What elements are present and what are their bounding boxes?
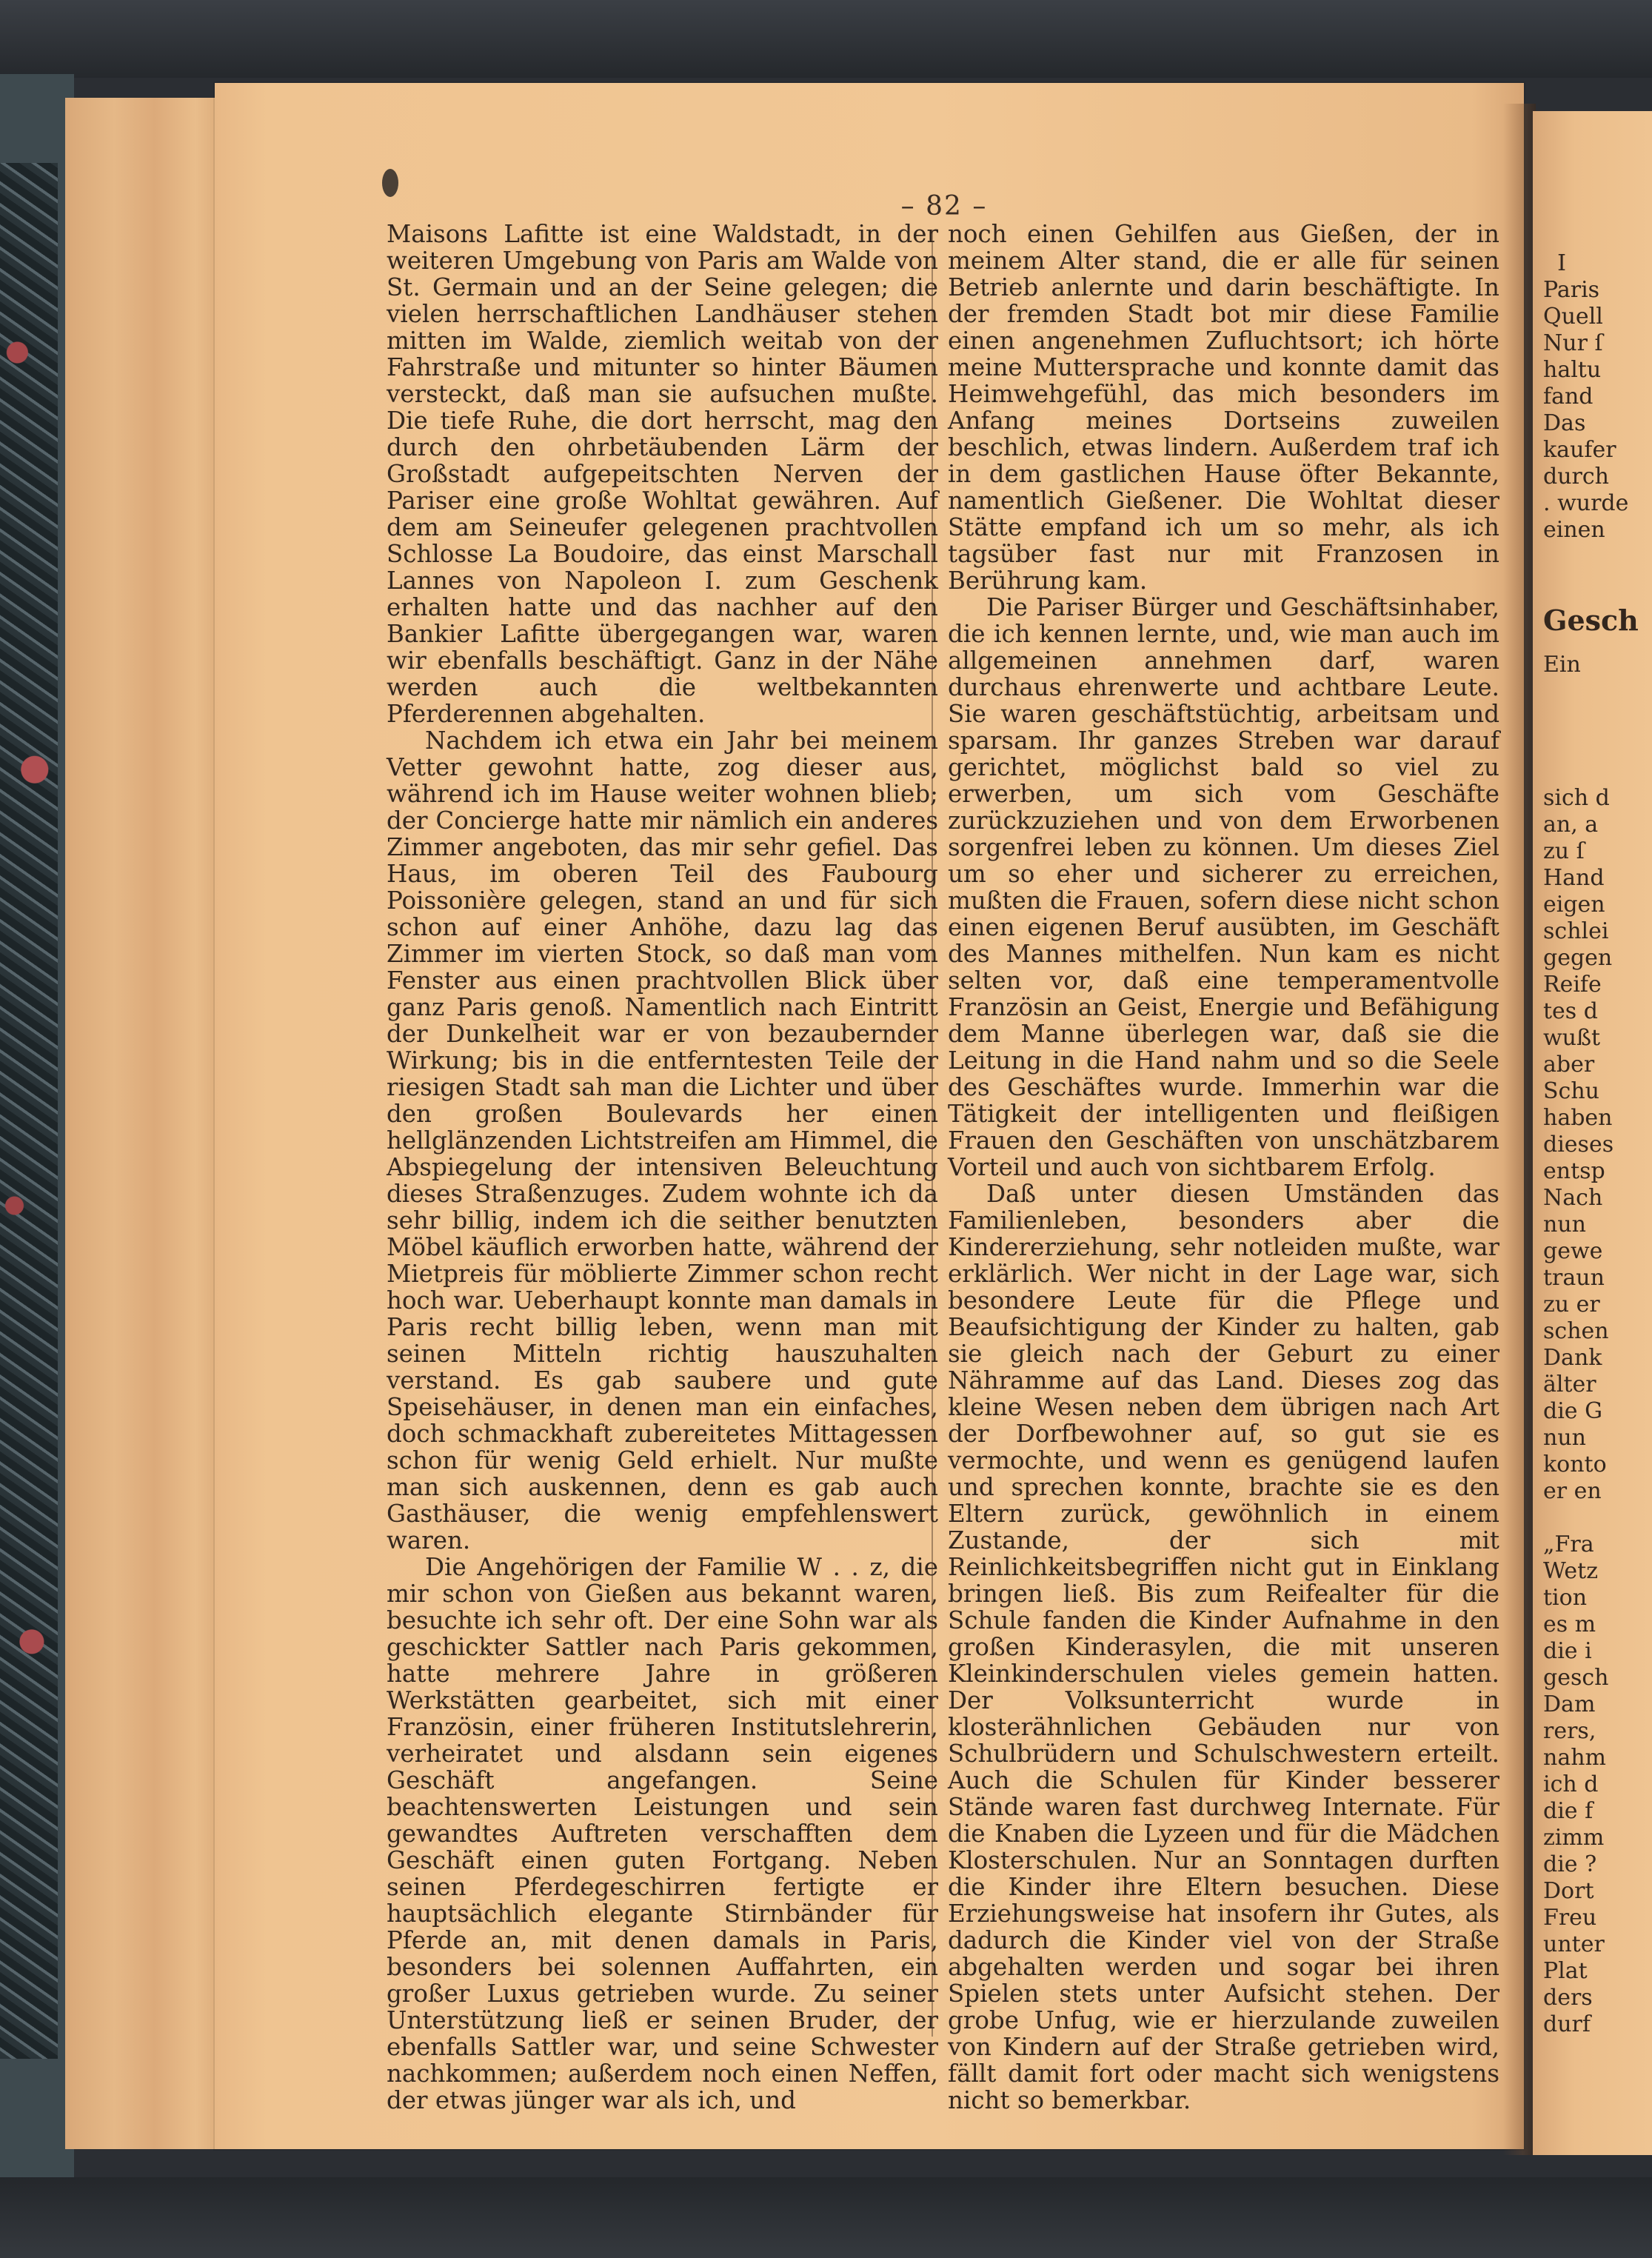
paragraph: Maisons Lafitte ist eine Waldstadt, in der weiteren Umgebung von Paris am Walde von St. Germain und an der Seine gelegen; die vielen herrschaftlichen Landhäuser stehen mitten im Walde, ziemlich weitab von der Fahrstraße und mitunter so hinter Bäumen versteckt, daß man sie aufsuchen mußte. Die tiefe Ruhe, die dort herrscht, mag den durch den ohrbetäubenden Lärm der Großstadt aufgepeitschten Nerven der Pariser eine große Wohltat gewähren. Auf dem am Seineufer gelegenen prachtvollen Schlosse La Boudoire, das einst Marschall Lannes von Napoleon I. zum Geschenk erhalten hatte und das nachher auf den Bankier Lafitte übergegangen war, waren wir ebenfalls beschäftigt. Ganz in der Nähe werden auch die weltbekannten Pferderennen abgehalten. — [387, 220, 938, 728]
paragraph: noch einen Gehilfen aus Gießen, der in meinem Alter stand, die er alle für seinen Betrieb anlernte und darin beschäftigte. In der fremden Stadt bot mir diese Familie einen angenehmen Zufluchtsort; ich hörte meine Muttersprache und konnte damit das Heimwehgefühl, das mich besonders im Anfang meines Dortseins zuweilen beschlich, etwas lindern. Außerdem traf ich in dem gastlichen Hause öfter Bekannte, namentlich Gießener. Die Wohltat dieser Stätte empfand ich um so mehr, als ich tagsüber fast nur mit Franzosen in Berührung kam. — [948, 220, 1499, 595]
scanner-bed-top — [0, 0, 1652, 78]
next-page-text-fragment: tes d — [1543, 998, 1598, 1024]
next-page-edge — [1533, 111, 1652, 2155]
next-page-text-fragment: . wurde — [1543, 490, 1629, 516]
next-page-text-fragment: die G — [1543, 1398, 1603, 1424]
next-page-text-fragment: unter — [1543, 1931, 1605, 1957]
next-page-text-fragment: Nur ſ — [1543, 330, 1603, 356]
page-hole — [382, 169, 398, 197]
next-page-text-fragment: gesch — [1543, 1665, 1609, 1691]
next-page-text-fragment: zu ſ — [1543, 838, 1585, 864]
next-page-text-fragment: Reife — [1543, 972, 1602, 998]
next-page-text-fragment: Freu — [1543, 1905, 1597, 1931]
page-number: – 82 – — [900, 191, 988, 221]
next-page-text-fragment: einen — [1543, 517, 1605, 543]
next-page-text-fragment: gewe — [1543, 1238, 1603, 1264]
next-page-text-fragment: fand — [1543, 384, 1594, 410]
text-column-right — [948, 220, 1499, 2114]
next-page-text-fragment: schen — [1543, 1318, 1609, 1344]
next-page-text-fragment: nun — [1543, 1212, 1586, 1237]
next-page-text-fragment: schlei — [1543, 918, 1609, 944]
next-page-text-fragment: konto — [1543, 1452, 1607, 1477]
next-page-text-fragment: an, a — [1543, 812, 1599, 838]
next-page-text-fragment: sich d — [1543, 785, 1610, 811]
next-page-text-fragment: ich d — [1543, 1771, 1599, 1797]
next-page-text-fragment: Paris — [1543, 277, 1600, 303]
text-column-left — [387, 220, 938, 2114]
paragraph: Die Angehörigen der Familie W . . z, die mir schon von Gießen aus bekannt waren, besuchte ich sehr oft. Der eine Sohn war als geschickter Sattler nach Paris gekommen, hatte mehrere Jahre in größeren Werkstätten gearbeitet, sich mit einer Französin, einer früheren Institutslehrerin, verheiratet und alsdann sein eigenes Geschäft angefangen. Seine beachtenswerten Leistungen und sein gewandtes Auftreten verschafften dem Geschäft einen guten Fortgang. Neben seinen Pferdegeschirren fertigte er hauptsächlich elegante Stirnbänder für Pferde an, mit denen damals in Paris, besonders bei solennen Auffahrten, ein großer Luxus getrieben wurde. Zu seiner Unterstützung ließ er seinen Bruder, der ebenfalls Sattler war, und seine Schwester nachkommen; außerdem noch einen Neffen, der etwas jünger war als ich, und — [387, 1553, 938, 2114]
next-page-text-fragment: kaufer — [1543, 437, 1616, 463]
next-page-text-fragment: Nach — [1543, 1185, 1603, 1211]
next-page-text-fragment: die i — [1543, 1638, 1592, 1664]
next-page-text-fragment: traun — [1543, 1265, 1605, 1291]
paragraph: Nachdem ich etwa ein Jahr bei meinem Vetter gewohnt hatte, zog dieser aus, während ich im Hause weiter wohnen blieb; der Concierge hatte mir nämlich ein anderes Zimmer angeboten, das mir sehr gefiel. Das Haus, im oberen Teil des Faubourg Poissonière gelegen, stand an und für sich schon auf einer Anhöhe, dazu lag das Zimmer im vierten Stock, so daß man vom Fenster aus einen prachtvollen Blick über ganz Paris genoß. Namentlich nach Eintritt der Dunkelheit war er von bezaubernder Wirkung; bis in die entferntesten Teile der riesigen Stadt sah man die Lichter und über den großen Boulevards her einen hellglänzenden Lichtstreifen am Himmel, die Abspiegelung der intensiven Beleuchtung dieses Straßenzuges. Zudem wohnte ich da sehr billig, indem ich die seither benutzten Möbel käuflich erworben hatte, während der Mietpreis für möblierte Zimmer schon recht hoch war. Ueberhaupt konnte man damals in Paris recht billig leben, wenn man mit seinen Mitteln richtig hauszuhalten verstand. Es gab saubere und gute Speisehäuser, in denen man ein einfaches, doch schmackhaft zubereitetes Mittagessen schon für wenig Geld erhielt. Nur mußte man sich auskennen, denn es gab auch Gasthäuser, die wenig empfehlenswert waren. — [387, 726, 938, 1554]
paragraph: Die Pariser Bürger und Geschäftsinhaber, die ich kennen lernte, und, wie man auch im allgemeinen annehmen darf, waren durchaus ehrenwerte und achtbare Leute. Sie waren geschäftstüchtig, arbeitsam und sparsam. Ihr ganzes Streben war darauf gerichtet, möglichst bald so viel zu erwerben, um sich vom Geschäfte zurückzuziehen und von dem Erworbenen sorgenfrei leben zu können. Um dieses Ziel um so eher und sicherer zu erreichen, mußten die Frauen, sofern diese nicht schon einen eigenen Beruf ausübten, im Geschäft des Mannes mithelfen. Nun kam es nicht selten vor, daß eine temperamentvolle Französin an Geist, Energie und Befähigung dem Manne überlegen war, daß sie die Leitung in die Hand nahm und so die Seele des Geschäftes wurde. Immerhin war die Tätigkeit der intelligenten und fleißigen Frauen den Geschäften von unschätzbarem Vorteil und auch von sichtbarem Erfolg. — [948, 593, 1499, 1181]
next-page-text-fragment: durch — [1543, 464, 1609, 490]
next-page-text-fragment: haben — [1543, 1105, 1613, 1131]
next-page-text-fragment: „Fra — [1543, 1532, 1594, 1557]
next-page-text-fragment: entsp — [1543, 1158, 1605, 1184]
next-page-text-fragment: dieses — [1543, 1132, 1614, 1158]
column-divider — [932, 230, 933, 2037]
next-page-text-fragment: Plat — [1543, 1958, 1588, 1984]
next-page-text-fragment: die ? — [1543, 1851, 1597, 1877]
next-page-text-fragment: rers, — [1543, 1718, 1596, 1744]
next-page-text-fragment: Gesch — [1543, 604, 1639, 637]
next-page-text-fragment: Hand — [1543, 865, 1605, 891]
book-gutter — [1503, 104, 1536, 2155]
page-block-edge — [65, 98, 228, 2149]
next-page-text-fragment: haltu — [1543, 357, 1602, 383]
next-page-text-fragment: eigen — [1543, 892, 1605, 918]
next-page-text-fragment: es m — [1543, 1611, 1596, 1637]
next-page-text-fragment: durf — [1543, 2011, 1591, 2037]
paragraph: Daß unter diesen Umständen das Familienleben, besonders aber die Kindererziehung, sehr notleiden mußte, war erklärlich. Wer nicht in der Lage war, sich besondere Leute für die Pflege und Beaufsichtigung der Kinder zu halten, gab sie gleich nach der Geburt zu einer Nähramme auf das Land. Dieses zog das kleine Wesen neben dem übrigen nach Art der Dorfbewohner auf, so gut sie es vermochte, und wenn es genügend laufen und sprechen konnte, brachte sie es den Eltern zurück, gewöhnlich in einem Zustande, der sich mit Reinlichkeitsbegriffen nicht gut in Einklang bringen ließ. Bis zum Reifealter für die Schule fanden die Kinder Aufnahme in den großen Kinderasylen, die mit unseren Kleinkinderschulen vieles gemein hatten. Der Volksunterricht wurde in klosterähnlichen Gebäuden nur von Schulbrüdern und Schulschwestern erteilt. Auch die Schulen für Kinder besserer Stände waren fast durchweg Internate. Für die Knaben die Lyzeen und für die Mädchen Klosterschulen. Nur an Sonntagen durften die Kinder ihre Eltern besuchen. Diese Erziehungsweise hat insofern ihr Gutes, als dadurch die Kinder viel von der Straße abgehalten werden und sogar bei ihren Spielen stets unter Aufsicht stehen. Der grobe Unfug, wie er hierzulande zuweilen von Kindern auf der Straße getrieben wird, fällt damit fort oder macht sich wenigstens nicht so bemerkbar. — [948, 1180, 1499, 2114]
next-page-text-fragment: zu er — [1543, 1292, 1600, 1317]
next-page-text-fragment: Dank — [1543, 1345, 1602, 1371]
next-page-text-fragment: gegen — [1543, 945, 1613, 971]
next-page-text-fragment: älter — [1543, 1372, 1596, 1397]
next-page-text-fragment: zimm — [1543, 1825, 1605, 1851]
next-page-text-fragment: aber — [1543, 1052, 1595, 1078]
next-page-text-fragment: Dam — [1543, 1691, 1596, 1717]
next-page-text-fragment: nahm — [1543, 1745, 1606, 1771]
next-page-text-fragment: er en — [1543, 1478, 1602, 1504]
next-page-text-fragment: wußt — [1543, 1025, 1601, 1051]
next-page-text-fragment: nun — [1543, 1425, 1586, 1451]
next-page-text-fragment: Ein — [1543, 652, 1581, 678]
next-page-text-fragment: die f — [1543, 1798, 1594, 1824]
next-page-text-fragment: Schu — [1543, 1078, 1599, 1104]
next-page-text-fragment: ders — [1543, 1985, 1593, 2011]
next-page-text-fragment: Dort — [1543, 1878, 1594, 1904]
next-page-text-fragment: Das — [1543, 410, 1586, 436]
scanner-bed-bottom — [0, 2177, 1652, 2258]
next-page-text-fragment: Wetz — [1543, 1558, 1599, 1584]
marbled-endpaper — [0, 163, 58, 2059]
next-page-text-fragment: Quell — [1543, 304, 1603, 330]
next-page-text-fragment: tion — [1543, 1585, 1588, 1611]
next-page-text-fragment: I — [1543, 250, 1566, 276]
